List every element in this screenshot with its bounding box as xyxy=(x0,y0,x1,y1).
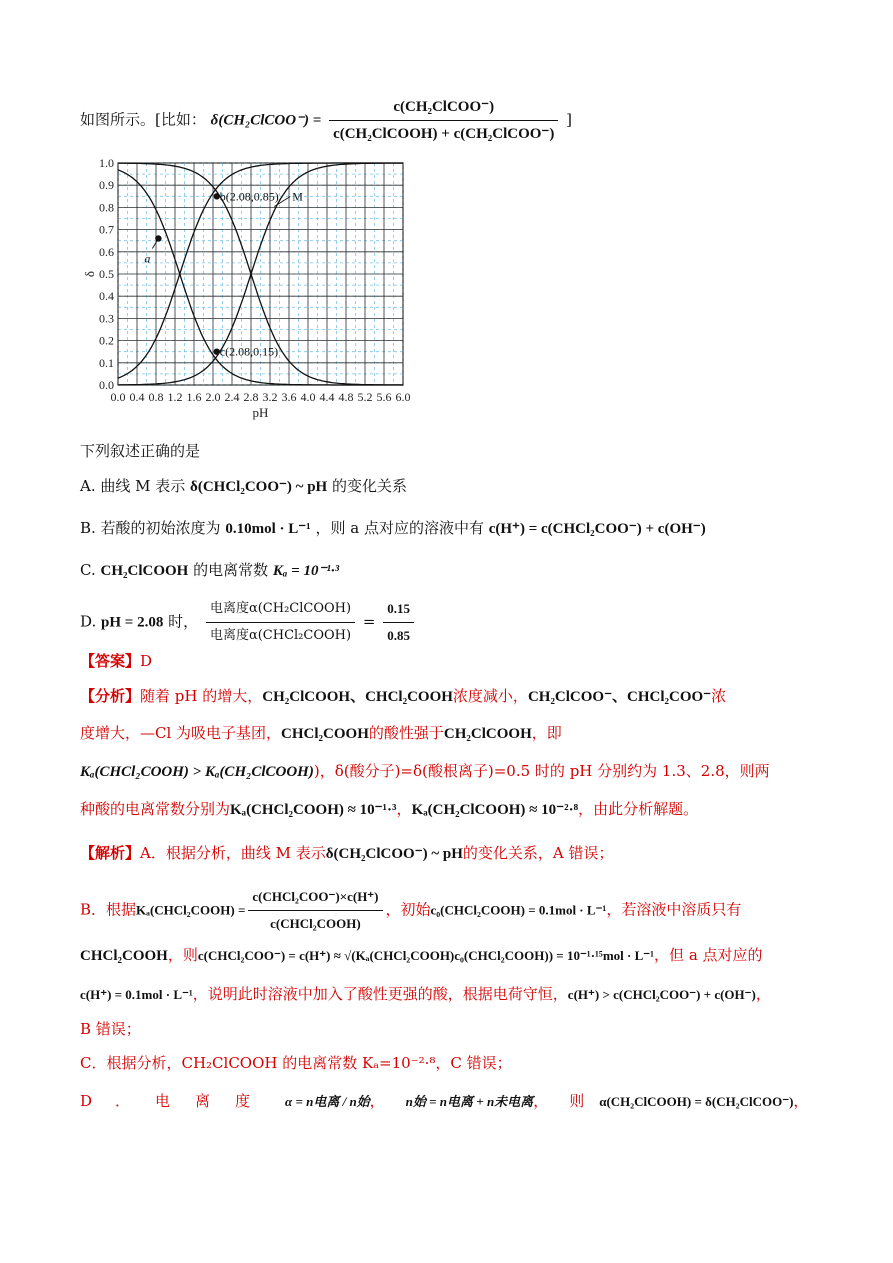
intro-lhs: δ(CH₂ClCOO⁻) = xyxy=(210,112,322,129)
x-tick-label: 0.0 xyxy=(110,390,126,404)
option-d-val-den: 0.85 xyxy=(383,622,414,647)
option-d-ph: pH = 2.08 xyxy=(101,614,164,631)
solution-line-d xyxy=(80,983,771,1006)
analysis-text: 随着 pH 的增大， xyxy=(140,687,263,705)
solution-b-num: c(CHCl₂COO⁻)×c(H⁺) xyxy=(252,889,379,904)
solution-text: 电 xyxy=(155,1092,171,1110)
analysis-tag: 【分析】 xyxy=(80,689,141,705)
solution-text: ，则 xyxy=(167,946,198,964)
option-b-conc: 0.10mol · L⁻¹ xyxy=(225,521,311,537)
option-b-middle: ，则 a 点对应的溶液中有 xyxy=(315,519,484,537)
distribution-chart xyxy=(80,155,430,430)
analysis-line-4 xyxy=(80,798,698,821)
solution-line-f: C．根据分析，CH₂ClCOOH 的电离常数 Kₐ=10⁻²·⁸，C 错误； xyxy=(80,1054,512,1072)
solution-line-c xyxy=(80,944,763,967)
analysis-line-2 xyxy=(80,722,562,745)
solution-text: ， xyxy=(755,985,771,1003)
y-tick-label: 1.0 xyxy=(99,156,114,170)
solution-formula: c(H⁺) > c(CHCl₂COO⁻) + c(OH⁻) xyxy=(567,987,756,1002)
y-tick-label: 0.6 xyxy=(99,244,114,259)
question-prompt: 下列叙述正确的是 xyxy=(80,442,201,460)
y-tick-label: 0.2 xyxy=(99,333,114,348)
solution-b-fraction xyxy=(248,886,382,935)
option-c-prefix: C. xyxy=(80,561,96,579)
x-tick-label: 1.6 xyxy=(186,390,202,404)
option-d-value xyxy=(383,598,414,647)
intro-numerator: c(CH₂ClCOO⁻) xyxy=(393,99,495,115)
analysis-text: 种酸的电离常数分别为 xyxy=(80,800,231,818)
intro-close: ] xyxy=(566,110,572,129)
annotation-m-label: M xyxy=(292,189,303,204)
analysis-formula: CH₂ClCOOH xyxy=(443,726,532,742)
option-c-middle: 的电离常数 xyxy=(193,561,269,579)
solution-line-b xyxy=(80,886,741,935)
option-a-suffix: 的变化关系 xyxy=(332,477,408,495)
solution-formula: n始 = n电离 + n未电离 xyxy=(405,1094,534,1109)
answer-tag: 【答案】 xyxy=(80,654,141,670)
y-axis-label: δ xyxy=(82,270,97,278)
solution-text: 度 xyxy=(235,1092,251,1110)
option-d-eq: = xyxy=(362,612,376,631)
x-tick-label: 2.4 xyxy=(224,390,240,404)
annotation-point-label: c(2.08,0.15) xyxy=(219,344,279,359)
option-d-middle: 时， xyxy=(168,612,199,631)
solution-line-a xyxy=(80,842,614,865)
analysis-formula: CH₂ClCOOH、CHCl₂COOH xyxy=(262,689,453,705)
y-tick-label: 0.3 xyxy=(99,311,114,326)
option-c-formula: CH₂ClCOOH xyxy=(100,563,189,579)
x-tick-label: 6.0 xyxy=(395,390,411,404)
x-tick-label: 5.2 xyxy=(357,390,373,404)
solution-line-e: B 错误； xyxy=(80,1020,141,1038)
analysis-line-1 xyxy=(80,685,726,708)
intro-text: 如图所示。[比如： xyxy=(80,110,206,129)
analysis-text: 浓 xyxy=(711,687,727,705)
option-c[interactable] xyxy=(80,559,339,582)
annotation-a-label: a xyxy=(144,251,151,266)
analysis-text: 度增大，—Cl 为吸电子基团， xyxy=(80,724,282,742)
y-tick-label: 0.0 xyxy=(99,378,114,392)
solution-line-g xyxy=(80,1090,808,1113)
intro-fraction xyxy=(329,96,558,145)
option-a[interactable] xyxy=(80,475,407,498)
analysis-text: ， xyxy=(396,800,412,818)
x-tick-label: 5.6 xyxy=(376,390,392,404)
x-axis-label: pH xyxy=(252,405,269,420)
solution-formula: δ(CH₂ClCOO⁻) ~ pH xyxy=(325,846,463,862)
solution-text: 则 xyxy=(569,1092,585,1110)
x-tick-label: 1.2 xyxy=(167,390,183,404)
solution-formula: c(CHCl₂COO⁻) = c(H⁺) ≈ √(Kₐ(CHCl₂COOH)c₀(CHCl₂COOH)) = 10⁻¹·¹⁵mol · L⁻¹ xyxy=(197,948,655,963)
option-b-formula: c(H⁺) = c(CHCl₂COO⁻) + c(OH⁻) xyxy=(488,521,706,537)
solution-text: ，初始 xyxy=(385,900,431,919)
solution-b-den: c(CHCl₂COOH) xyxy=(248,910,382,935)
analysis-text: )，δ(酸分子)=δ(酸根离子)=0.5 时的 pH 分别约为 1.3、2.8，则两 xyxy=(313,762,770,780)
intro-denominator: c(CH₂ClCOOH) + c(CH₂ClCOO⁻) xyxy=(329,120,558,145)
solution-tag: 【解析】 xyxy=(80,846,141,862)
solution-formula: Kₐ(CHCl₂COOH) = xyxy=(136,902,246,918)
solution-text: B．根据 xyxy=(80,900,137,919)
solution-formula: c(H⁺) = 0.1mol · L⁻¹ xyxy=(80,987,193,1002)
x-tick-label: 0.4 xyxy=(129,390,145,404)
option-b-prefix: B. 若酸的初始浓度为 xyxy=(80,519,221,537)
solution-text: ， xyxy=(793,1092,809,1110)
y-tick-label: 0.9 xyxy=(99,178,114,193)
option-d-num: 电离度α(CH₂ClCOOH) xyxy=(209,601,352,616)
option-d[interactable] xyxy=(80,598,417,647)
analysis-formula: Kₐ(CHCl₂COOH) ≈ 10⁻¹·³ xyxy=(230,802,397,818)
analysis-formula: CH₂ClCOO⁻、CHCl₂COO⁻ xyxy=(527,689,712,705)
solution-text: 的变化关系，A 错误； xyxy=(462,844,614,862)
solution-text: A．根据分析，曲线 M 表示 xyxy=(140,844,326,862)
solution-text: D xyxy=(80,1092,93,1110)
y-tick-label: 0.8 xyxy=(99,200,114,215)
y-tick-label: 0.4 xyxy=(99,289,114,304)
option-b[interactable] xyxy=(80,517,706,540)
analysis-formula: CHCl₂COOH xyxy=(281,726,369,742)
analysis-formula: Kₐ(CHCl₂COOH) > Kₐ(CH₂ClCOOH) xyxy=(80,764,314,780)
y-tick-label: 0.1 xyxy=(99,355,114,370)
analysis-text: 的酸性强于 xyxy=(368,724,444,742)
x-tick-label: 2.8 xyxy=(243,390,259,404)
option-d-val-num: 0.15 xyxy=(387,601,410,616)
solution-text: ， xyxy=(369,1092,385,1110)
annotation-point-label: b(2.08,0.85) xyxy=(219,189,279,204)
option-d-den: 电离度α(CHCl₂COOH) xyxy=(206,622,355,647)
y-tick-label: 0.5 xyxy=(99,267,114,281)
answer-line xyxy=(80,650,152,673)
solution-text: ． xyxy=(115,1092,131,1110)
solution-text: ，若溶液中溶质只有 xyxy=(606,900,742,919)
solution-text: ， xyxy=(533,1092,549,1110)
option-d-ratio xyxy=(206,598,355,647)
solution-text: ，但 a 点对应的 xyxy=(654,946,763,964)
analysis-text: ，由此分析解题。 xyxy=(578,800,699,818)
analysis-text: 浓度减小， xyxy=(452,687,528,705)
x-tick-label: 2.0 xyxy=(205,390,221,404)
solution-text: ，说明此时溶液中加入了酸性更强的酸，根据电荷守恒， xyxy=(192,985,568,1003)
solution-formula: c₀(CHCl₂COOH) = 0.1mol · L⁻¹ xyxy=(430,902,607,918)
x-tick-label: 4.4 xyxy=(319,390,335,404)
option-c-ka: Kₐ = 10⁻¹·³ xyxy=(272,563,340,579)
solution-formula: α = n电离 / n始 xyxy=(285,1094,370,1109)
option-d-prefix: D. xyxy=(80,612,97,631)
solution-formula: α(CH₂ClCOOH) = δ(CH₂ClCOO⁻) xyxy=(599,1094,794,1109)
intro-line xyxy=(80,96,572,145)
analysis-line-3 xyxy=(80,760,770,783)
answer-value: D xyxy=(140,652,153,670)
analysis-formula: Kₐ(CH₂ClCOOH) ≈ 10⁻²·⁸ xyxy=(411,802,579,818)
x-tick-label: 4.8 xyxy=(338,390,354,404)
solution-formula: CHCl₂COOH xyxy=(80,948,168,964)
x-tick-label: 3.2 xyxy=(262,390,278,404)
y-tick-label: 0.7 xyxy=(99,222,114,237)
option-a-prefix: A. 曲线 M 表示 xyxy=(80,477,186,495)
option-a-formula: δ(CHCl₂COO⁻) ~ pH xyxy=(190,479,328,495)
chart-svg xyxy=(80,155,430,430)
x-tick-label: 0.8 xyxy=(148,390,164,404)
solution-text: 离 xyxy=(195,1092,211,1110)
x-tick-label: 3.6 xyxy=(281,390,297,404)
analysis-text: ，即 xyxy=(531,724,562,742)
x-tick-label: 4.0 xyxy=(300,390,316,404)
